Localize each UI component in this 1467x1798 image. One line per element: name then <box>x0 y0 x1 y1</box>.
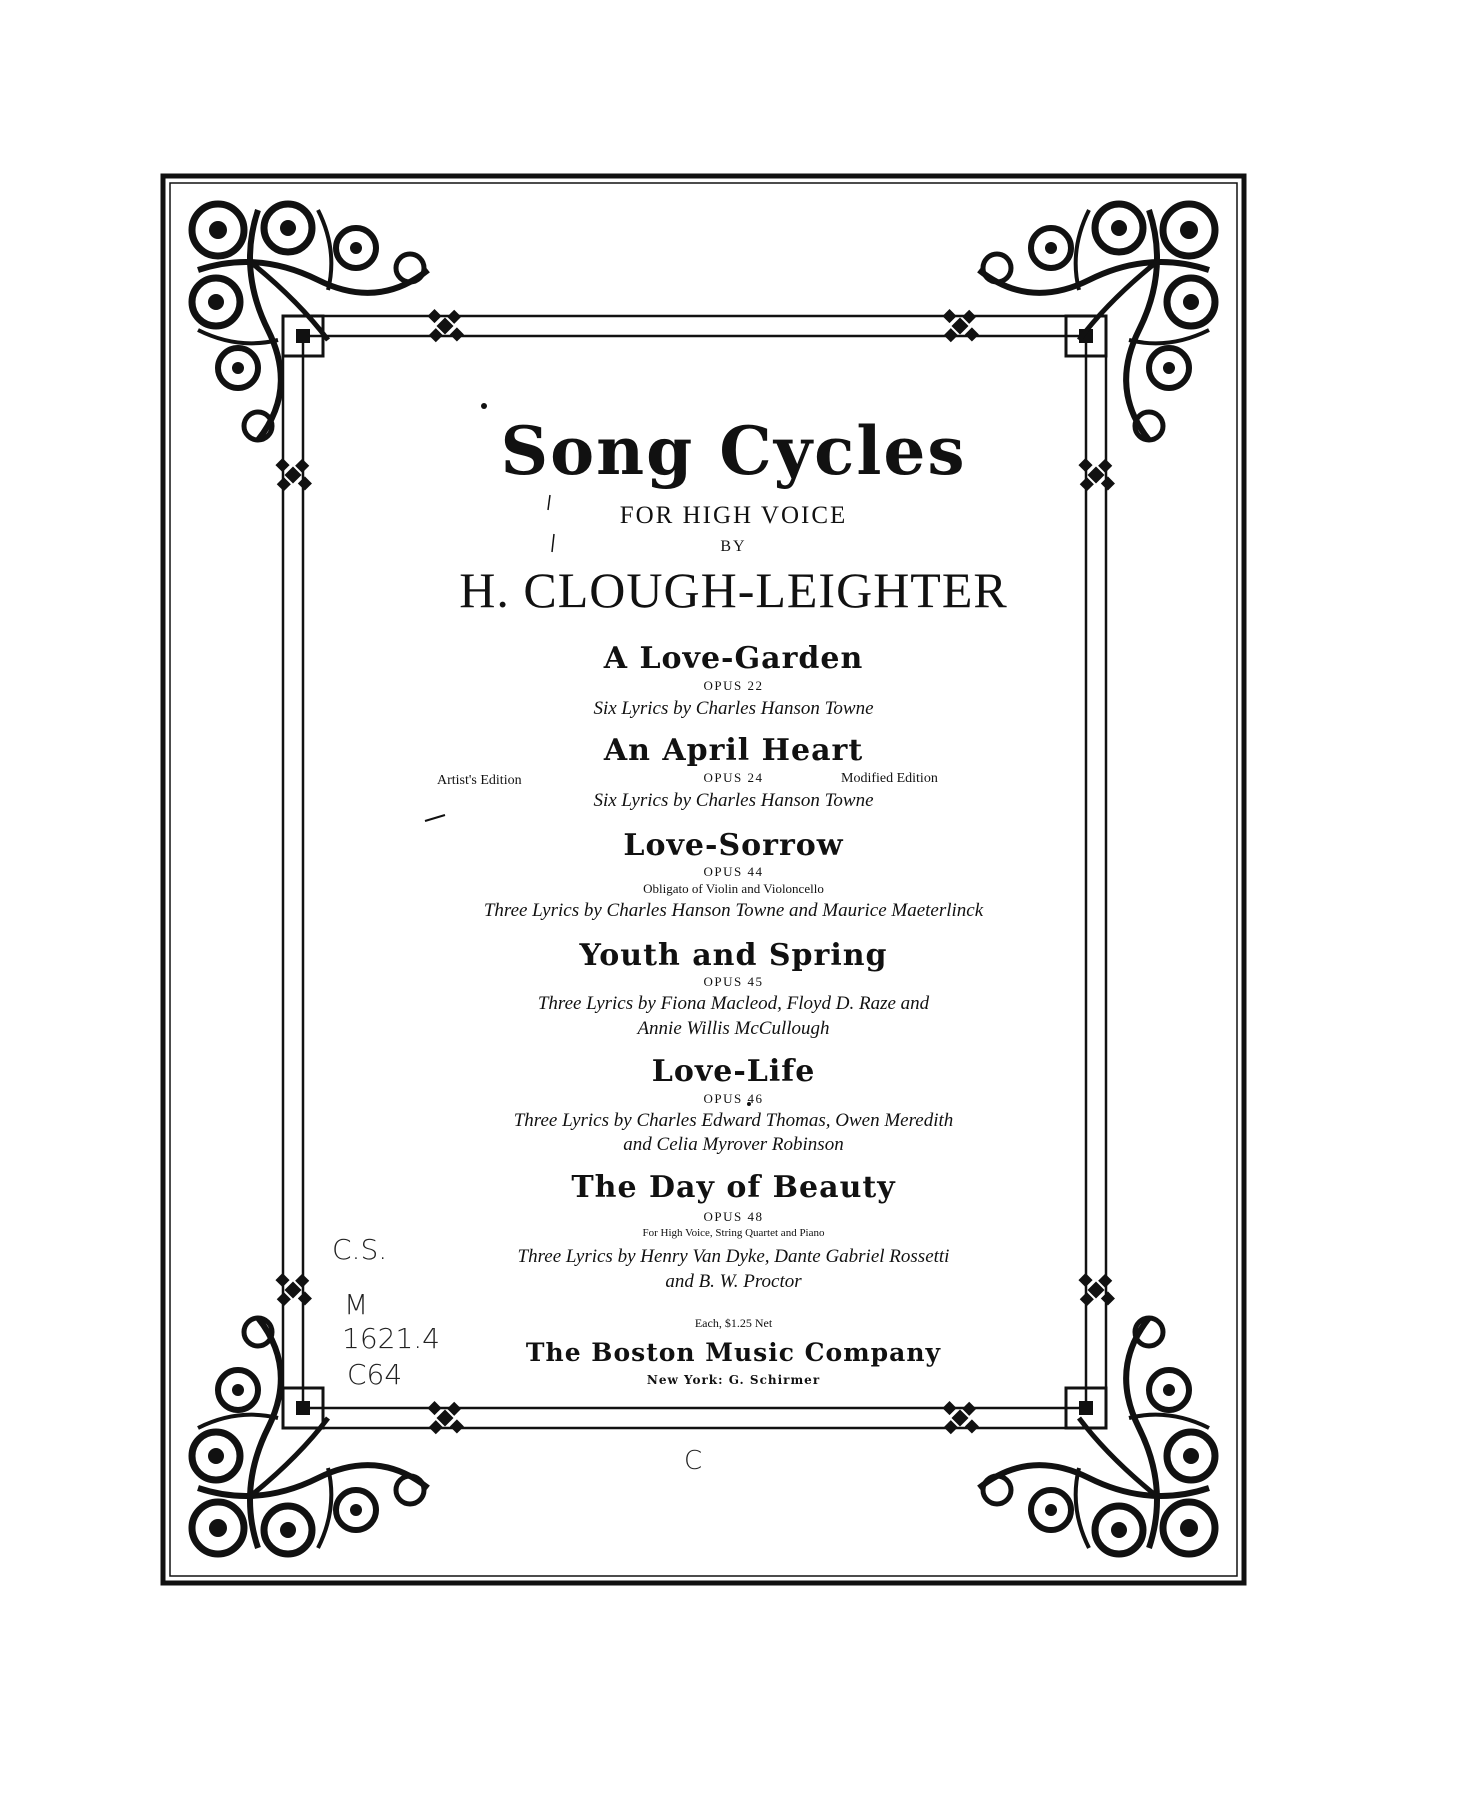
work-opus: OPUS 44 <box>703 864 764 879</box>
work-lyrics: Six Lyrics by Charles Hanson Towne <box>593 698 874 719</box>
work-title: Youth and Spring <box>579 938 888 973</box>
call-number: 1621.4 <box>342 1322 440 1355</box>
work-lyrics: Three Lyrics by Charles Hanson Towne and Maurice Maeterlinck <box>483 900 984 921</box>
handwritten-mark: C <box>684 1446 703 1476</box>
work-note: For High Voice, String Quartet and Piano <box>642 1227 825 1239</box>
publisher-sub: New York: G. Schirmer <box>646 1373 821 1387</box>
work-title: Love-Sorrow <box>623 828 844 863</box>
work-opus: OPUS 24 <box>703 770 764 785</box>
work-opus: OPUS 46 <box>703 1091 764 1106</box>
edition-left: Artist's Edition <box>437 773 522 788</box>
work-title: Love-Life <box>651 1054 816 1089</box>
publisher-name: The Boston Music Company <box>525 1338 942 1367</box>
work-title: The Day of Beauty <box>571 1170 896 1205</box>
work-lyrics: Three Lyrics by Henry Van Dyke, Dante Gabriel Rossetti <box>517 1246 950 1267</box>
work-title: An April Heart <box>603 733 864 768</box>
cover-title: Song Cycles <box>500 412 967 490</box>
work-lyrics: and Celia Myrover Robinson <box>623 1134 844 1155</box>
work-lyrics: Six Lyrics by Charles Hanson Towne <box>593 790 874 811</box>
work-note: Obligato of Violin and Violoncello <box>643 881 824 896</box>
work-opus: OPUS 45 <box>703 974 764 989</box>
work-title: A Love-Garden <box>603 641 864 676</box>
cover-by: BY <box>720 538 747 555</box>
work-lyrics: Three Lyrics by Charles Edward Thomas, Owen Meredith <box>513 1110 954 1131</box>
edition-right: Modified Edition <box>841 771 938 786</box>
price: Each, $1.25 Net <box>694 1316 773 1330</box>
call-number: C64 <box>347 1358 403 1391</box>
composer-name: H. CLOUGH-LEIGHTER <box>459 562 1008 618</box>
cover-subtitle: FOR HIGH VOICE <box>619 502 848 529</box>
work-opus: OPUS 22 <box>703 678 764 693</box>
call-number: M <box>344 1288 369 1321</box>
work-lyrics: and B. W. Proctor <box>665 1271 802 1292</box>
work-opus: OPUS 48 <box>703 1209 764 1224</box>
work-lyrics: Three Lyrics by Fiona Macleod, Floyd D. Raze and <box>537 993 930 1014</box>
handwritten-note: C.S. <box>332 1233 388 1266</box>
work-lyrics: Annie Willis McCullough <box>637 1018 830 1039</box>
